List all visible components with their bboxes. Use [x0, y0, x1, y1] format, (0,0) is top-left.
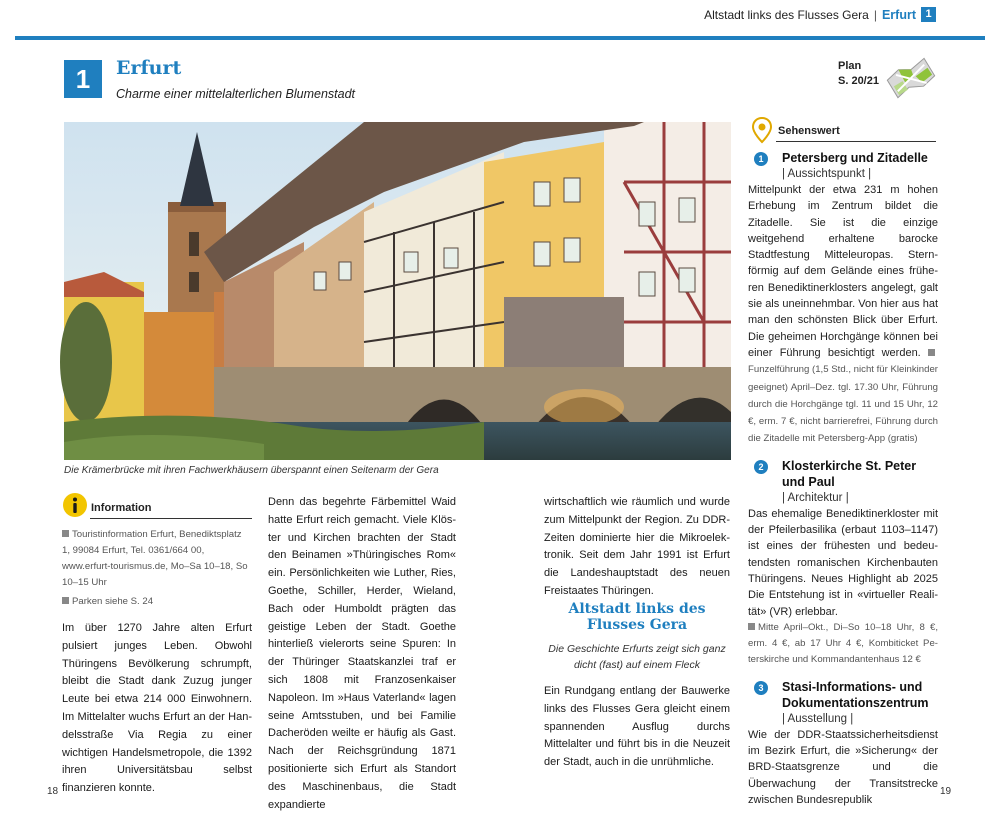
location-pin-icon [750, 116, 774, 144]
map-icon[interactable] [884, 58, 938, 98]
photo-caption: Die Krämerbrücke mit ihren Fachwerkhäusern überspannt einen Seitenarm der Gera [64, 465, 439, 476]
sight-category: | Architektur | [782, 491, 849, 504]
information-item: Parken siehe S. 24 [62, 594, 252, 610]
section-intro-text: Ein Rundgang entlang der Bauwerke links des Flusses Gera gleicht einem spannenden Ausflug durchs Mittelalter und führt bis in die Neuzeit der Stadt, auch in die unrühmliche. [544, 685, 730, 769]
information-header [62, 492, 252, 522]
running-header [704, 7, 936, 22]
body-text-column-1: Im über 1270 Jahre alten Erfurt pulsiert junges Leben. Obwohl Thüringens Bevölkerung schrumpft, bleibt die Stadt dank Zuzug junger Leute bei etwa 214 000 Einwohnern. Im Mittelalter wuchs Erfurt an der Handelsstraße Via Regia zu einer wichtigen Handelsmetropole, die 1392 ihren Universitätsbau selbst finanzieren konnte. [62, 622, 252, 795]
sight-title: Klosterkirche St. Peter und Paul [782, 458, 917, 489]
sight-number-badge: 2 [754, 460, 768, 474]
information-item: Touristinformation Erfurt, Benediktsplatz 1, 99084 Erfurt, Tel. 0361/664 00, www.erfurt-tourismus.de, Mo–Sa 10–18, So 10–15 Uhr [62, 529, 248, 588]
plan-reference[interactable] [838, 59, 879, 89]
bullet-square-icon [748, 623, 755, 630]
sights-sidebar [748, 118, 938, 808]
page-number-left: 18 [47, 786, 59, 797]
sight-description: Mittelpunkt der etwa 231 m hohen Erhebung im Zentrum bildet die Zitadelle. Sie ist die einzige weitgehend erhaltene barocke Stadtfestung Mitteleuropas. Sternförmig auf dem Gelände eines früheren Benediktinerklosters angelegt, galt sie als uneinnehmbar. Von hier aus hat man den schönsten Blick über Erfurt. Die geheimen Horchgänge können bei einer Führung besichtigt werden. Funzelführung (1,5 Std., nicht für Kleinkinder geeignet) April–Dez. tgl. 17.30 Uhr, Führung durch die Horchgänge tgl. 11 und 15 Uhr, 12 €, erm. 7 €, nicht barrierefrei, Führung durch die Zitadelle mit Petersberg-App (gratis) [748, 184, 938, 445]
sight-number-badge: 3 [754, 681, 768, 695]
information-list [62, 527, 252, 613]
running-header-separator: | [873, 7, 877, 22]
sights-rule [776, 141, 936, 142]
sight-category: | Aussichtspunkt | [782, 168, 872, 180]
chapter-subtitle: Charme einer mittelalterlichen Blumenstadt [116, 87, 355, 101]
information-rule [90, 518, 252, 519]
info-icon [62, 492, 88, 518]
sight-title: Stasi-Informations- und Dokumentationszentrum [782, 679, 929, 710]
plan-page: S. 20/21 [838, 75, 879, 87]
sight-entry [748, 458, 938, 669]
body-text-column-3: wirtschaftlich wie räumlich und wurde zum Mittelpunkt der Region. Zu DDR-Zeiten dominierte hier die Mikroelektronik. Seit dem Jahr 1991 ist Erfurt die Landeshauptstadt des neuen Freistaates Thüringen. [544, 496, 730, 597]
sight-practical-info: Mitte April–Okt., Di–So 10–18 Uhr, 8 €, erm. 4 €, ab 17 Uhr 4 €, Kombiticket Peterskirche und Kommandantenhaus 12 € [748, 621, 938, 666]
sight-practical-info: Funzelführung (1,5 Std., nicht für Kleinkinder geeignet) April–Dez. tgl. 17.30 Uhr, Führung durch die Horchgänge tgl. 11 und 15 Uhr, 12 €, erm. 7 €, nicht barrierefrei, Führung durch die Zitadelle mit Petersberg-App (gratis) [748, 364, 938, 445]
chapter-title: Erfurt [116, 57, 182, 79]
sight-number-badge: 1 [754, 152, 768, 166]
header-rule [15, 36, 985, 40]
plan-label: Plan [838, 60, 862, 72]
section-heading: Altstadt links des Flusses Gera [568, 601, 706, 633]
sight-category: | Ausstellung | [782, 712, 854, 725]
kraemerbruecke-photo [64, 122, 731, 460]
information-heading: Information [91, 502, 152, 514]
running-header-number: 1 [921, 7, 936, 22]
sights-heading: Sehenswert [778, 125, 840, 137]
sight-description: Das ehemalige Benediktinerkloster mit der Pfeilerbasilika (erbaut 1103–1147) ist eines der frühesten und bedeutendsten romanischen Kirchenbauten Thüringens. Neues Highlight ab 2025 Die Entstehung ist in «virtueller Realität» (VR) erlebbar. [748, 507, 938, 618]
bullet-square-icon [62, 597, 69, 604]
section-subheading: Die Geschichte Erfurts zeigt sich ganz dicht (fast) auf einem Fleck [548, 643, 726, 671]
sight-entry [748, 150, 938, 448]
running-header-place: Erfurt [881, 7, 916, 22]
bullet-square-icon [62, 530, 69, 537]
chapter-number-badge: 1 [64, 60, 102, 98]
body-text-column-2: Denn das begehrte Färbemittel Waid hatte Erfurt reich gemacht. Viele Klöster und Kirchen brachten der Stadt den Beinamen »Thüringisches Rom« ein. Persönlichkeiten wie Luther, Ries, Goethe, Schiller, Herder, Wieland, Bach oder Humboldt prägten das geistige Leben der Stadt. Goethe hinterließ vielerorts seine Spuren: In der Thüringer Staatskanzlei traf er sich 1808 mit Franzosenkaiser Napoleon. Im »Haus Vaterland« lagen seine Amtsstuben, und bei Familie Dacheröden weilte er häufig als Gast. Nach der Reichsgründung 1871 positionierte sich Erfurt als Standort des Maschinenbaus, die Stadt expandierte [268, 496, 456, 811]
sight-title: Petersberg und Zitadelle [782, 151, 928, 165]
sights-header [748, 118, 938, 144]
sight-entry [748, 679, 938, 808]
running-header-section: Altstadt links des Flusses Gera [704, 7, 869, 22]
page-number-right: 19 [940, 786, 952, 797]
sight-description: Wie der DDR-Staatssicherheitsdienst im Bezirk Erfurt, die »Sicherung« der BRD-Staatsgrenze und die Überwachung der Transitstrecke zwischen Bundesrepublik [748, 728, 938, 806]
bullet-square-icon [928, 349, 935, 356]
